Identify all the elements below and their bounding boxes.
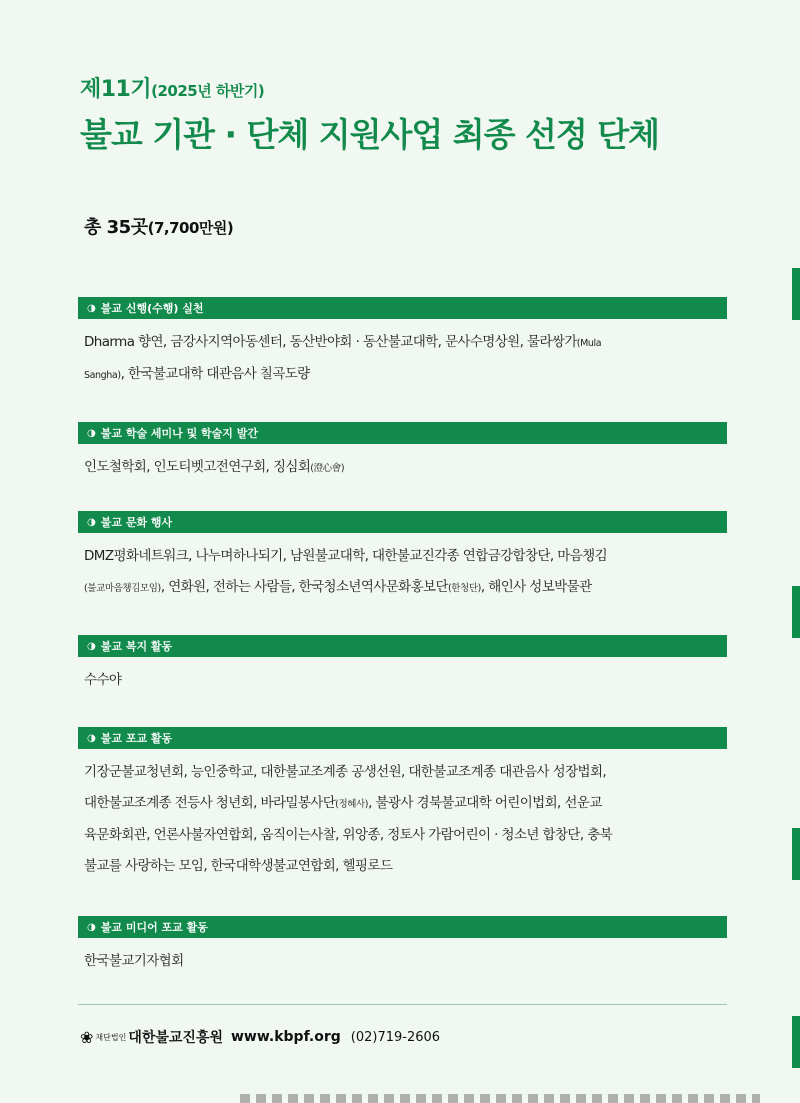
half-circle-icon: ◑ <box>87 921 96 933</box>
edge-strip <box>792 828 800 880</box>
section-body <box>84 452 729 484</box>
footer <box>80 1027 440 1047</box>
edge-strip <box>792 268 800 320</box>
total-summary <box>84 213 233 239</box>
edition-label <box>80 72 740 103</box>
text-line <box>84 851 729 882</box>
section-heading-label: 불교 문화 행사 <box>100 516 173 529</box>
organization-list-text: 한국불교기자협회 <box>84 953 184 969</box>
next-page-edge <box>240 1094 760 1103</box>
section-heading <box>78 635 727 657</box>
text-line <box>84 327 729 359</box>
edition-number: 제11기 <box>80 77 152 102</box>
edge-strip <box>792 1016 800 1068</box>
section-heading <box>78 297 727 319</box>
page-header <box>80 72 740 155</box>
section-body <box>84 946 729 977</box>
website-link[interactable]: www.kbpf.org <box>231 1029 341 1045</box>
text-line <box>84 788 729 820</box>
organization-list-text: 대한불교조계종 전등사 청년회, 바라밀봉사단 <box>84 795 336 811</box>
phone-number: (02)719-2606 <box>350 1029 441 1045</box>
section-body <box>84 757 729 882</box>
footer-divider <box>78 1004 727 1005</box>
section-heading-label: 불교 포교 활동 <box>100 732 173 745</box>
half-circle-icon: ◑ <box>87 640 96 652</box>
organization-list-text: 수수야 <box>84 672 122 688</box>
section-heading <box>78 511 727 533</box>
annotation-text: (정혜사) <box>335 799 369 810</box>
text-line <box>84 452 729 484</box>
organization-list-text: , 한국불교대학 대관음사 칠곡도량 <box>120 366 310 382</box>
annotation-text: (澄心會) <box>310 463 345 474</box>
organization-list-text: , 연화원, 전하는 사람들, 한국청소년역사문화홍보단 <box>160 579 448 595</box>
section-heading-label: 불교 복지 활동 <box>100 640 173 653</box>
section-heading-label: 불교 신행(수행) 실천 <box>100 302 204 315</box>
text-line <box>84 541 729 572</box>
section-heading <box>78 916 727 938</box>
edge-strip <box>792 586 800 638</box>
annotation-text: (불교마음챙김모임) <box>84 583 161 594</box>
total-count: 총 35곳 <box>84 217 148 238</box>
half-circle-icon: ◑ <box>87 732 96 744</box>
section-body <box>84 541 729 604</box>
organization-list-text: DMZ평화네트워크, 나누며하나되기, 남원불교대학, 대한불교진각종 연합금강합창단, 마음챙김 <box>84 548 608 564</box>
text-line <box>84 359 729 391</box>
text-line <box>84 820 729 851</box>
section-heading-label: 불교 학술 세미나 및 학술지 발간 <box>100 427 259 440</box>
organization-list-text: 불교를 사랑하는 모임, 한국대학생불교연합회, 헬핑로드 <box>84 858 393 874</box>
half-circle-icon: ◑ <box>87 302 96 314</box>
annotation-text: (한청단) <box>447 583 481 594</box>
organization-list-text: , 불광사 경북불교대학 어린이법회, 선운교 <box>368 795 602 811</box>
organization-list-text: , 해인사 성보박물관 <box>480 579 592 595</box>
total-amount: (7,700만원) <box>147 219 234 237</box>
half-circle-icon: ◑ <box>87 516 96 528</box>
organization-list-text: Dharma 향연, 금강사지역아동센터, 동산반야회 · 동산불교대학, 문사수명상원, 물라쌍가 <box>84 334 577 350</box>
text-line <box>84 946 729 977</box>
section-body <box>84 665 729 696</box>
section-heading-label: 불교 미디어 포교 활동 <box>100 921 208 934</box>
organization-list-text: 육문화회관, 언론사불자연합회, 움직이는사찰, 위앙종, 정토사 가람어린이 · 청소년 합창단, 충북 <box>84 827 613 843</box>
section-body <box>84 327 729 391</box>
half-circle-icon: ◑ <box>87 427 96 439</box>
organization-list-text: 인도철학회, 인도티벳고전연구회, 징심회 <box>84 459 311 475</box>
annotation-text: Sangha) <box>84 370 121 381</box>
text-line <box>84 757 729 788</box>
page-title: 불교 기관 · 단체 지원사업 최종 선정 단체 <box>80 115 660 154</box>
edition-period: (2025년 하반기) <box>151 82 265 100</box>
lotus-logo-icon: ❀ <box>80 1027 94 1047</box>
text-line <box>84 572 729 604</box>
section-heading <box>78 727 727 749</box>
section-heading <box>78 422 727 444</box>
organization-name: 대한불교진흥원 <box>128 1030 223 1046</box>
organization-list-text: 기장군불교청년회, 능인중학교, 대한불교조계종 공생선원, 대한불교조계종 대관음사 성장법회, <box>84 764 607 780</box>
annotation-text: (Mula <box>576 338 602 349</box>
text-line <box>84 665 729 696</box>
foundation-label: 재단법인 <box>95 1032 127 1042</box>
